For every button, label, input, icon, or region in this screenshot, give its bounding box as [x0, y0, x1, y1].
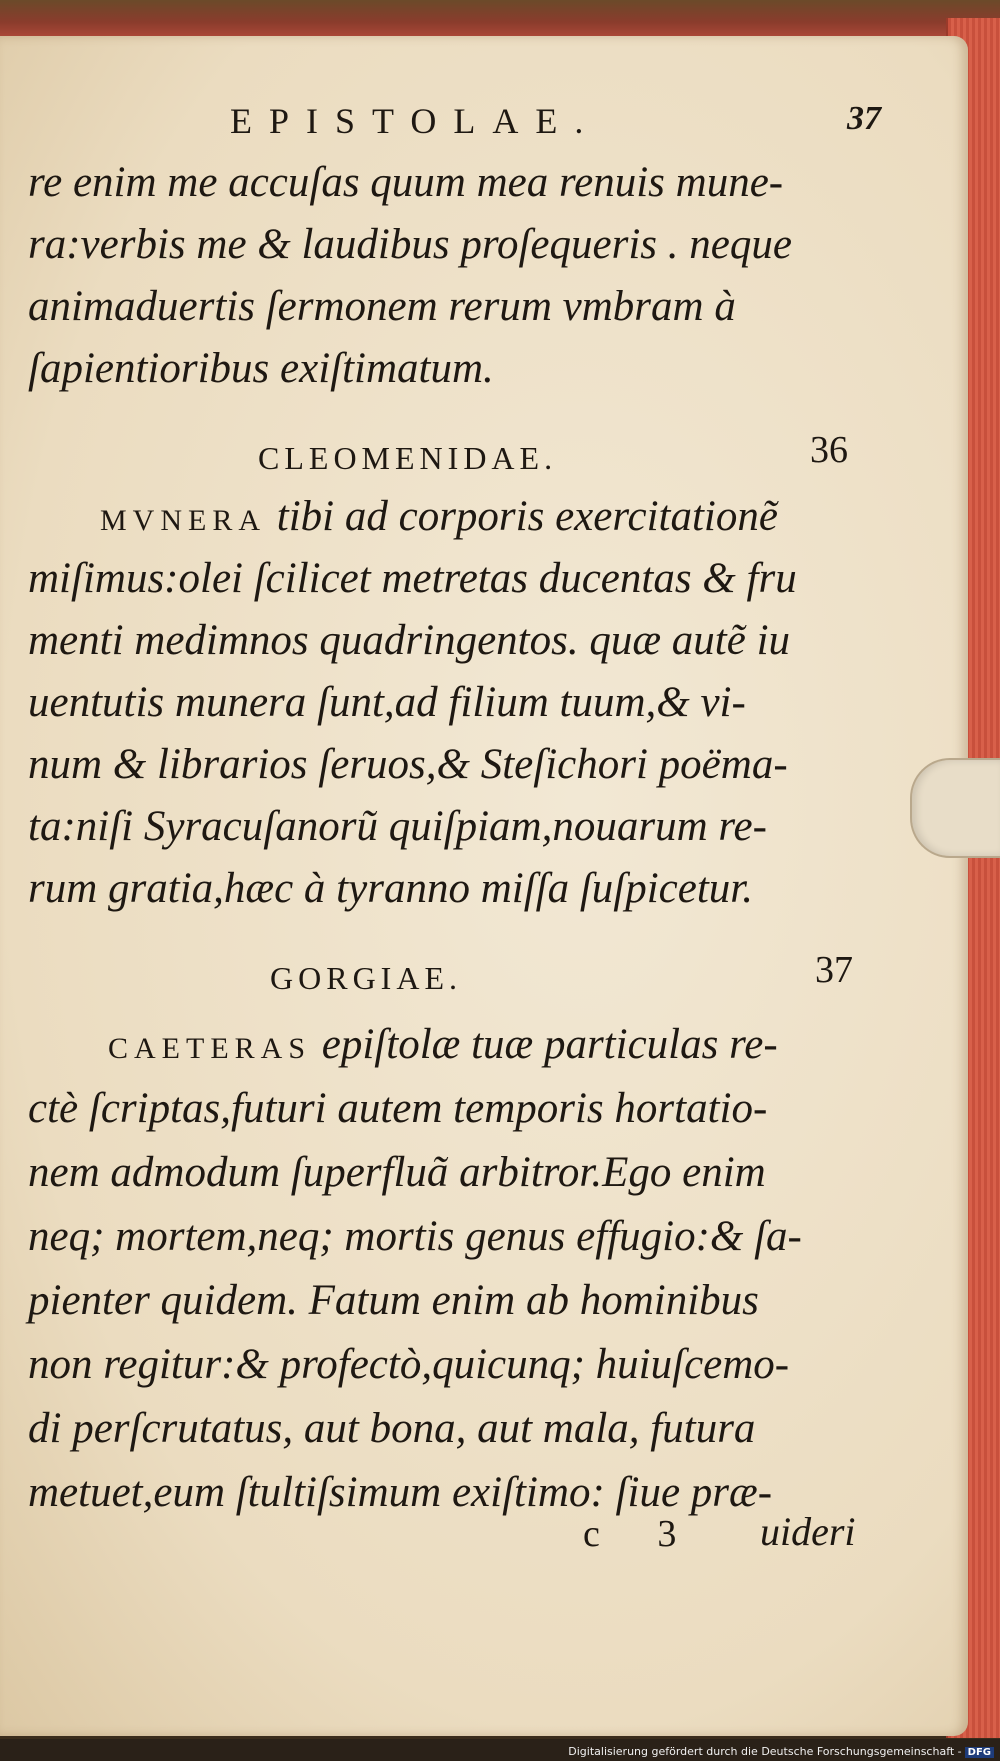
- text-line: ctè ſcriptas,futuri autem temporis hortatio-: [28, 1085, 768, 1132]
- running-head: EPISTOLAE.: [230, 101, 601, 141]
- text-line: menti medimnos quadringentos. quæ autẽ iu: [28, 617, 791, 664]
- text-line: animaduertis ſermonem rerum vmbram à: [28, 283, 736, 330]
- letter-heading: CLEOMENIDAE.: [258, 440, 558, 476]
- letter-first-line: [100, 492, 960, 541]
- text-line: neq; mortem,neq; mortis genus effugio:& ſa-: [28, 1213, 802, 1260]
- text-line: di perſcrutatus, aut bona, aut mala, futura: [28, 1405, 756, 1452]
- text-line: uentutis munera ſunt,ad filium tuum,& vi-: [28, 679, 746, 726]
- text-line: num & librarios ſeruos,& Steſichori poëma-: [28, 741, 788, 788]
- digitization-credit: [568, 1745, 994, 1758]
- letter-number: 36: [810, 429, 848, 471]
- text-line: metuet,eum ſtultiſsimum exiſtimo: ſiue præ-: [28, 1469, 773, 1516]
- first-line-text: tibi ad corporis exercitationẽ: [276, 493, 778, 540]
- text-line: rum gratia,hæc à tyranno miſſa ſuſpicetur.: [28, 865, 754, 912]
- text-line: re enim me accuſas quum mea renuis mune-: [28, 159, 784, 206]
- dfg-logo: DFG: [965, 1747, 994, 1758]
- lead-word: MVNERA: [100, 504, 267, 537]
- catchword: uideri: [760, 1509, 856, 1554]
- folio-number: 37: [847, 100, 881, 137]
- text-line: non regitur:& profectò,quicunq; huiuſcemo-: [28, 1341, 790, 1388]
- credit-text: Digitalisierung gefördert durch die Deutsche Forschungsgemeinschaft -: [568, 1745, 962, 1758]
- letter-heading: GORGIAE.: [270, 960, 462, 996]
- lead-word: CAETERAS: [108, 1032, 312, 1065]
- text-line: ta:niſi Syracuſanorũ quiſpiam,nouarum re-: [28, 803, 767, 850]
- text-line: miſimus:olei ſcilicet metretas ducentas & fru: [28, 555, 797, 602]
- text-line: ra:verbis me & laudibus proſequeris . neque: [28, 221, 792, 268]
- letter-number: 37: [815, 949, 853, 991]
- text-line: ſapientioribus exiſtimatum.: [28, 345, 494, 392]
- letter-first-line: [108, 1020, 968, 1069]
- text-line: nem admodum ſuperfluã arbitror.Ego enim: [28, 1149, 766, 1196]
- signature-mark: c 3: [583, 1513, 701, 1555]
- text-line: pienter quidem. Fatum enim ab hominibus: [28, 1277, 759, 1324]
- first-line-text: epiſtolæ tuæ particulas re-: [321, 1021, 778, 1068]
